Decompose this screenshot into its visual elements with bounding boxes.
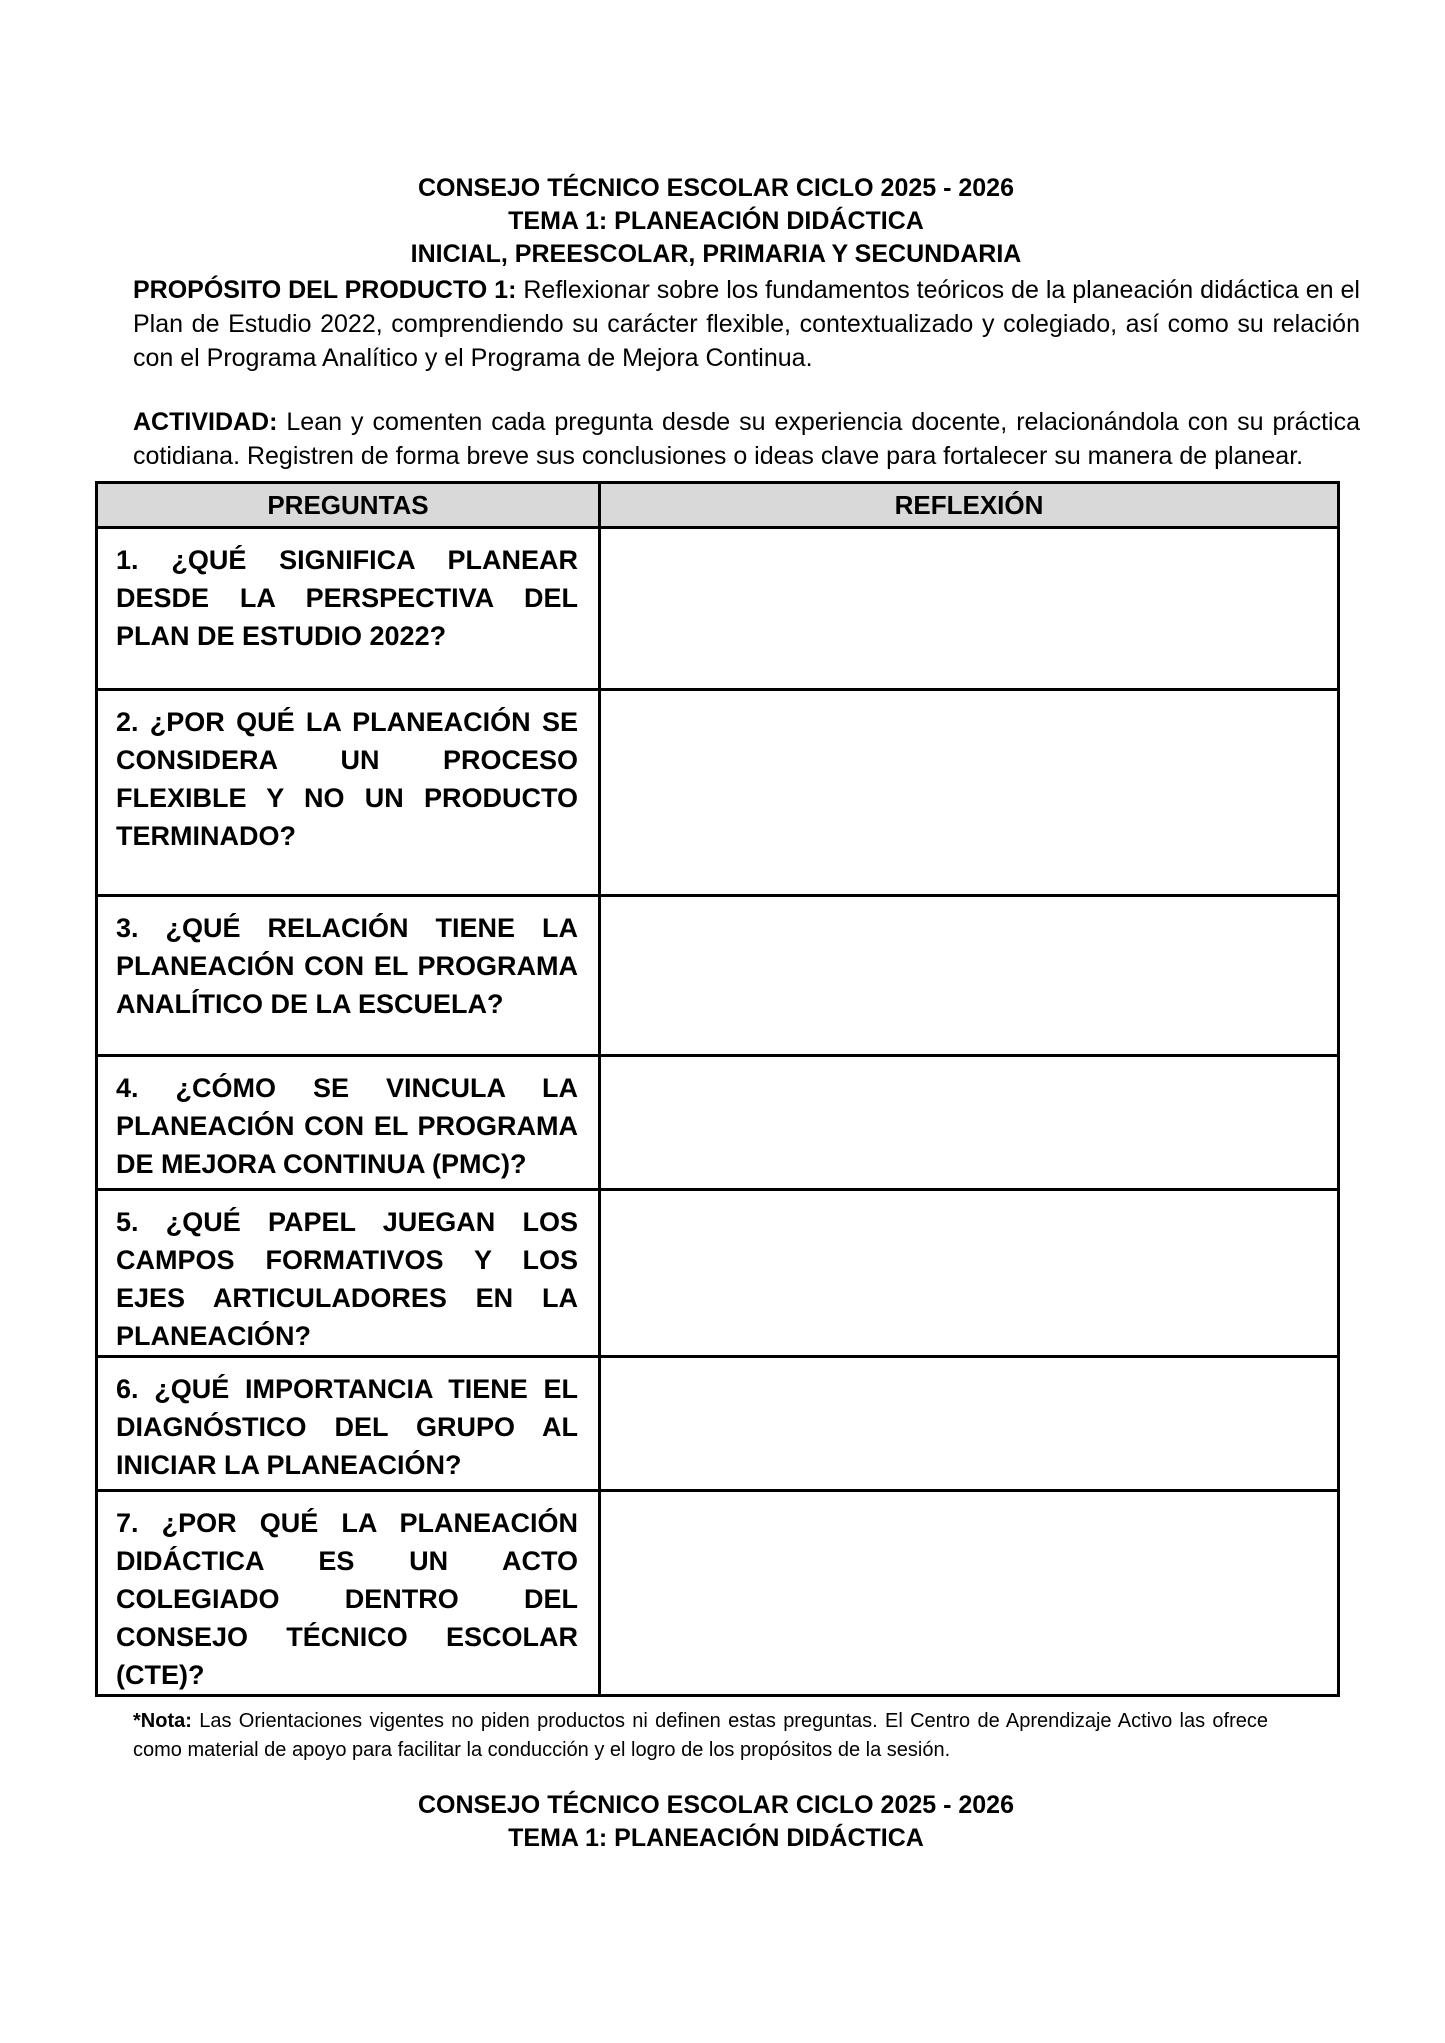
proposito-paragraph bbox=[133, 273, 1360, 375]
table-row bbox=[97, 690, 1339, 896]
note-text: Las Orientaciones vigentes no piden productos ni definen estas preguntas. El Centro de Aprendizaje Activo las ofrece como material de apoyo para facilitar la conducción y el logro de los propósitos de la sesión. bbox=[133, 1710, 1268, 1761]
reflexion-cell bbox=[600, 528, 1339, 690]
pregunta-cell: 4. ¿CÓMO SE VINCULA LA PLANEACIÓN CON EL PROGRAMA DE MEJORA CONTINUA (PMC)? bbox=[97, 1056, 600, 1190]
pregunta-cell: 5. ¿QUÉ PAPEL JUEGAN LOS CAMPOS FORMATIVOS Y LOS EJES ARTICULADORES EN LA PLANEACIÓN? bbox=[97, 1190, 600, 1357]
pregunta-cell: 2. ¿POR QUÉ LA PLANEACIÓN SE CONSIDERA UN PROCESO FLEXIBLE Y NO UN PRODUCTO TERMINADO? bbox=[97, 690, 600, 896]
reflexion-cell bbox=[600, 1491, 1339, 1696]
note-label: *Nota: bbox=[133, 1710, 192, 1732]
header-topic: TEMA 1: PLANEACIÓN DIDÁCTICA bbox=[508, 207, 924, 235]
proposito-label: PROPÓSITO DEL PRODUCTO 1: bbox=[133, 276, 517, 304]
document-footer bbox=[95, 1789, 1337, 1855]
reflexion-cell bbox=[600, 1357, 1339, 1491]
pregunta-cell: 1. ¿QUÉ SIGNIFICA PLANEAR DESDE LA PERSPECTIVA DEL PLAN DE ESTUDIO 2022? bbox=[97, 528, 600, 690]
table-header-row bbox=[97, 483, 1339, 528]
table-row bbox=[97, 896, 1339, 1056]
reflexion-cell bbox=[600, 1056, 1339, 1190]
actividad-paragraph bbox=[133, 405, 1360, 473]
proposito-text: Reflexionar sobre los fundamentos teóricos de la planeación didáctica en el Plan de Estudio 2022, comprendiendo su carácter flexible, contextualizado y colegiado, así como su relación con el Programa Analítico y el Programa de Mejora Continua. bbox=[133, 276, 1360, 372]
table-row bbox=[97, 528, 1339, 690]
note-paragraph bbox=[133, 1707, 1268, 1765]
header-levels: INICIAL, PREESCOLAR, PRIMARIA Y SECUNDARIA bbox=[410, 240, 1022, 268]
column-header-preguntas: PREGUNTAS bbox=[97, 483, 600, 528]
reflexion-cell bbox=[600, 896, 1339, 1056]
document-header bbox=[95, 172, 1337, 271]
pregunta-cell: 6. ¿QUÉ IMPORTANCIA TIENE EL DIAGNÓSTICO DEL GRUPO AL INICIAR LA PLANEACIÓN? bbox=[97, 1357, 600, 1491]
footer-title: CONSEJO TÉCNICO ESCOLAR CICLO 2025 - 2026 bbox=[418, 1791, 1014, 1819]
actividad-label: ACTIVIDAD: bbox=[133, 408, 278, 436]
table-row bbox=[97, 1491, 1339, 1696]
reflexion-cell bbox=[600, 1190, 1339, 1357]
header-title: CONSEJO TÉCNICO ESCOLAR CICLO 2025 - 2026 bbox=[418, 174, 1014, 202]
pregunta-cell: 7. ¿POR QUÉ LA PLANEACIÓN DIDÁCTICA ES UN ACTO COLEGIADO DENTRO DEL CONSEJO TÉCNICO ESCOLAR (CTE)? bbox=[97, 1491, 600, 1696]
table-row bbox=[97, 1357, 1339, 1491]
reflexion-cell bbox=[600, 690, 1339, 896]
table-row bbox=[97, 1190, 1339, 1357]
footer-topic: TEMA 1: PLANEACIÓN DIDÁCTICA bbox=[508, 1824, 924, 1852]
pregunta-cell: 3. ¿QUÉ RELACIÓN TIENE LA PLANEACIÓN CON EL PROGRAMA ANALÍTICO DE LA ESCUELA? bbox=[97, 896, 600, 1056]
actividad-text: Lean y comenten cada pregunta desde su experiencia docente, relacionándola con su práctica cotidiana. Registren de forma breve sus conclusiones o ideas clave para fortalecer su manera de planear. bbox=[133, 408, 1360, 470]
preguntas-reflexion-table bbox=[95, 481, 1340, 1697]
table-row bbox=[97, 1056, 1339, 1190]
column-header-reflexion: REFLEXIÓN bbox=[600, 483, 1339, 528]
